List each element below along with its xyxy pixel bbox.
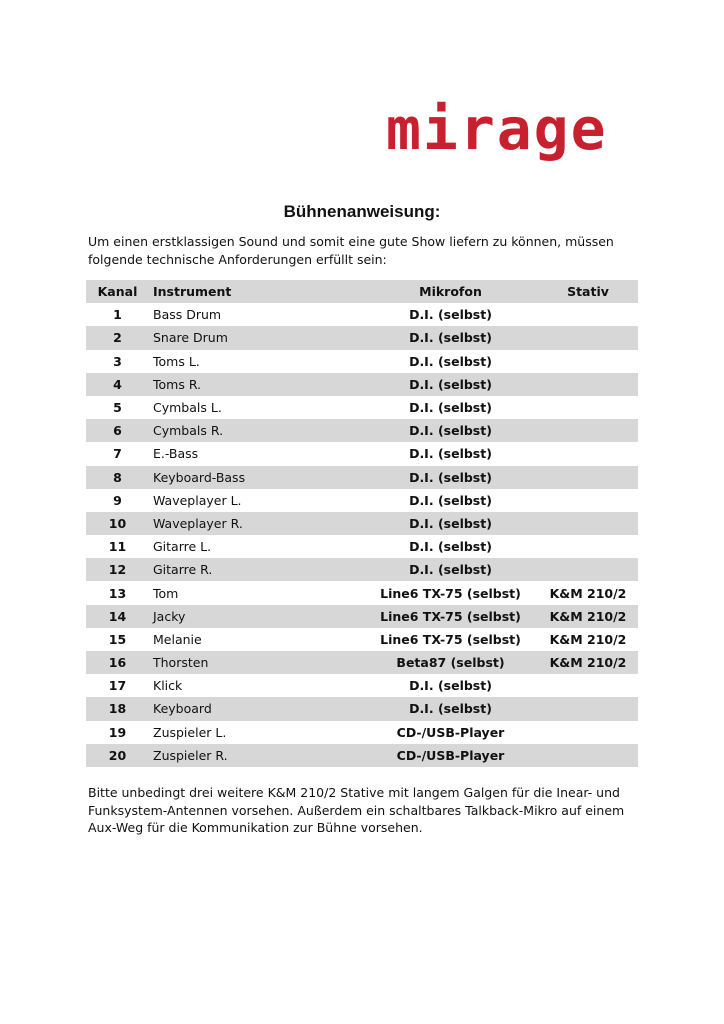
cell-kanal: 15 [108, 631, 127, 647]
cell-stativ [538, 350, 638, 373]
table-row [86, 535, 638, 558]
cell-instrument: Tom [153, 585, 179, 601]
cell-instrument: Snare Drum [153, 330, 228, 346]
cell-kanal: 13 [108, 585, 127, 601]
cell-stativ [538, 489, 638, 512]
intro-paragraph: Um einen erstklassigen Sound und somit eine gute Show liefern zu können, müssen folgende technische Anforderungen erfüllt sein: [88, 234, 614, 267]
table-row [86, 581, 638, 604]
cell-kanal: 16 [108, 655, 127, 671]
cell-stativ [538, 419, 638, 442]
cell-kanal: 10 [108, 515, 127, 531]
table-row [86, 651, 638, 674]
header-stativ: Stativ [567, 284, 609, 300]
cell-instrument: Toms L. [153, 353, 200, 369]
cell-stativ: K&M 210/2 [549, 631, 627, 647]
mirage-logo: mirage [386, 95, 608, 163]
cell-kanal: 11 [108, 539, 127, 555]
cell-instrument: Melanie [153, 631, 202, 647]
cell-instrument: Cymbals R. [153, 423, 224, 439]
cell-stativ [538, 326, 638, 349]
cell-mikrofon: CD-/USB-Player [396, 747, 505, 763]
cell-stativ [538, 466, 638, 489]
cell-mikrofon: Line6 TX-75 (selbst) [380, 585, 521, 601]
cell-mikrofon: D.I. (selbst) [409, 515, 492, 531]
table-row [86, 419, 638, 442]
cell-kanal: 5 [113, 400, 122, 416]
table-row [86, 674, 638, 697]
header-kanal: Kanal [97, 284, 138, 300]
table-row [86, 721, 638, 744]
header-instrument: Instrument [153, 284, 232, 300]
cell-stativ [538, 558, 638, 581]
table-row [86, 396, 638, 419]
table-row [86, 512, 638, 535]
table-row [86, 697, 638, 720]
cell-kanal: 8 [113, 469, 122, 485]
cell-stativ [538, 535, 638, 558]
table-row [86, 373, 638, 396]
table-row [86, 489, 638, 512]
cell-stativ [538, 697, 638, 720]
cell-mikrofon: D.I. (selbst) [409, 492, 492, 508]
cell-kanal: 18 [108, 701, 127, 717]
cell-kanal: 14 [108, 608, 127, 624]
cell-kanal: 1 [113, 307, 122, 323]
cell-stativ [538, 303, 638, 326]
table-row [86, 605, 638, 628]
cell-mikrofon: D.I. (selbst) [409, 330, 492, 346]
cell-instrument: Jacky [153, 608, 186, 624]
cell-stativ [538, 373, 638, 396]
cell-stativ [538, 674, 638, 697]
cell-instrument: Zuspieler L. [153, 724, 227, 740]
cell-kanal: 20 [108, 747, 127, 763]
cell-kanal: 3 [113, 353, 122, 369]
cell-mikrofon: D.I. (selbst) [409, 701, 492, 717]
cell-mikrofon: D.I. (selbst) [409, 307, 492, 323]
cell-mikrofon: D.I. (selbst) [409, 376, 492, 392]
cell-mikrofon: D.I. (selbst) [409, 469, 492, 485]
cell-mikrofon: D.I. (selbst) [409, 539, 492, 555]
header-mikrofon: Mikrofon [419, 284, 482, 300]
cell-kanal: 7 [113, 446, 122, 462]
cell-stativ: K&M 210/2 [549, 608, 627, 624]
cell-mikrofon: Line6 TX-75 (selbst) [380, 631, 521, 647]
table-row [86, 442, 638, 465]
cell-stativ [538, 442, 638, 465]
cell-instrument: Waveplayer R. [153, 515, 243, 531]
cell-kanal: 4 [113, 376, 122, 392]
cell-mikrofon: D.I. (selbst) [409, 400, 492, 416]
table-row [86, 628, 638, 651]
channel-table [86, 280, 638, 767]
cell-instrument: Keyboard [153, 701, 212, 717]
cell-mikrofon: Beta87 (selbst) [396, 655, 505, 671]
cell-instrument: Waveplayer L. [153, 492, 242, 508]
table-body [86, 303, 638, 767]
cell-instrument: Keyboard-Bass [153, 469, 246, 485]
cell-stativ [538, 721, 638, 744]
cell-instrument: Thorsten [153, 655, 209, 671]
cell-instrument: Gitarre L. [153, 539, 212, 555]
cell-instrument: Cymbals L. [153, 400, 222, 416]
cell-instrument: Klick [153, 678, 183, 694]
table-row [86, 326, 638, 349]
cell-stativ [538, 744, 638, 767]
cell-mikrofon: D.I. (selbst) [409, 446, 492, 462]
cell-stativ: K&M 210/2 [549, 585, 627, 601]
cell-instrument: Zuspieler R. [153, 747, 228, 763]
table-row [86, 558, 638, 581]
table-row [86, 744, 638, 767]
cell-kanal: 9 [113, 492, 122, 508]
cell-instrument: Toms R. [153, 376, 202, 392]
cell-stativ [538, 512, 638, 535]
cell-kanal: 17 [108, 678, 127, 694]
table-header-row [86, 280, 638, 303]
cell-kanal: 6 [113, 423, 122, 439]
table-row [86, 466, 638, 489]
cell-stativ [538, 396, 638, 419]
cell-mikrofon: D.I. (selbst) [409, 353, 492, 369]
table-row [86, 303, 638, 326]
cell-mikrofon: D.I. (selbst) [409, 423, 492, 439]
cell-kanal: 19 [108, 724, 127, 740]
cell-kanal: 12 [108, 562, 127, 578]
cell-kanal: 2 [113, 330, 122, 346]
cell-instrument: Gitarre R. [153, 562, 213, 578]
cell-instrument: Bass Drum [153, 307, 222, 323]
cell-stativ: K&M 210/2 [549, 655, 627, 671]
cell-mikrofon: Line6 TX-75 (selbst) [380, 608, 521, 624]
cell-mikrofon: D.I. (selbst) [409, 562, 492, 578]
cell-mikrofon: D.I. (selbst) [409, 678, 492, 694]
page-title: Bühnenanweisung: [283, 202, 441, 221]
cell-mikrofon: CD-/USB-Player [396, 724, 505, 740]
table-row [86, 350, 638, 373]
cell-instrument: E.-Bass [153, 446, 199, 462]
outro-paragraph: Bitte unbedingt drei weitere K&M 210/2 Stative mit langem Galgen für die Inear- und Funksystem-Antennen vorsehen. Außerdem ein schaltbares Talkback-Mikro auf einem Aux-Weg für die Kommunikation zur Bühne vorsehen. [88, 785, 625, 835]
